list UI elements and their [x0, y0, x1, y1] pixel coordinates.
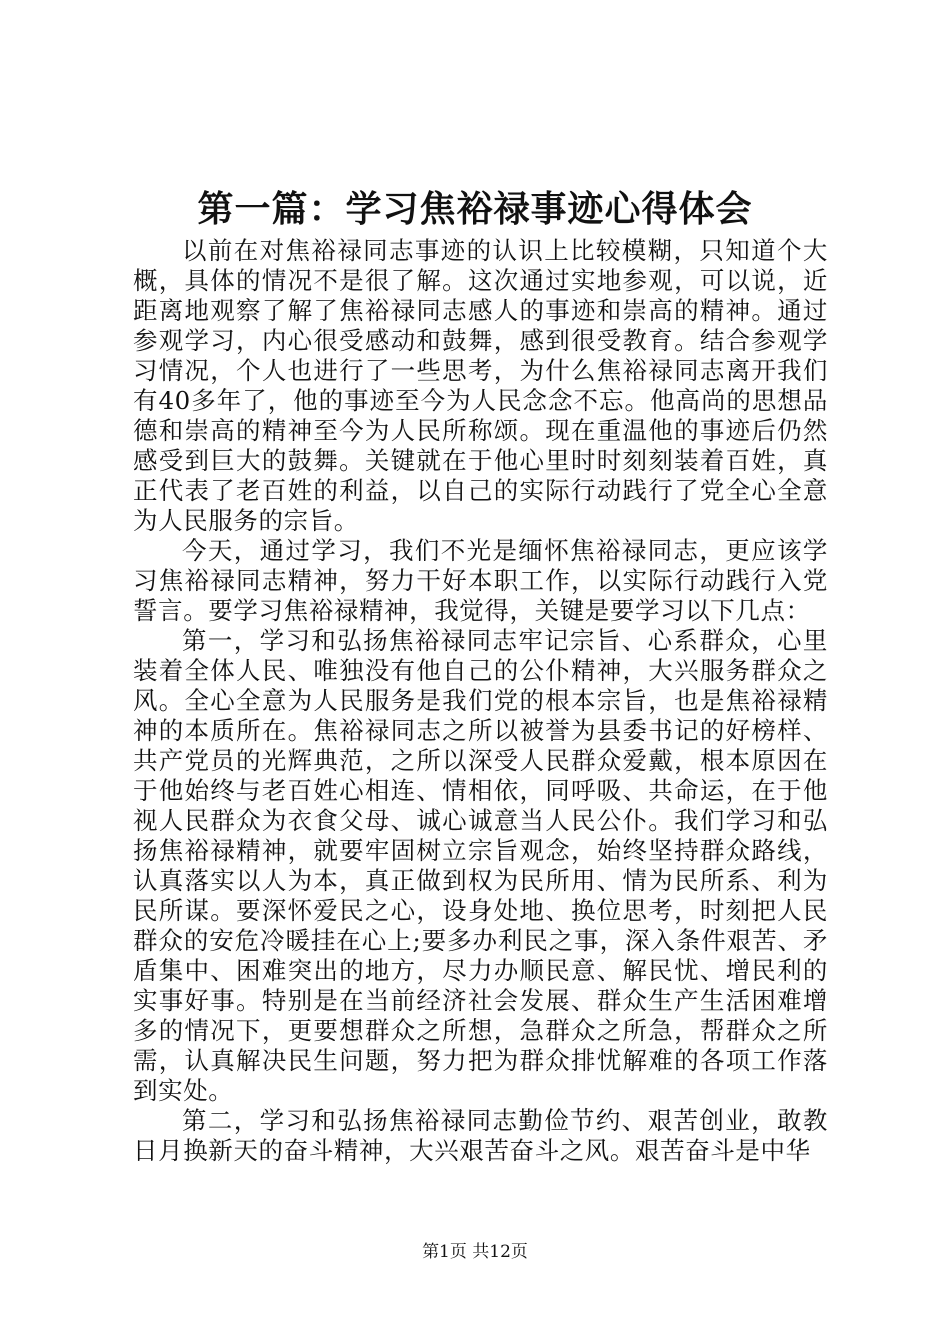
- paragraph-1: 以前在对焦裕禄同志事迹的认识上比较模糊，只知道个大概，具体的情况不是很了解。这次通过实地参观，可以说，近距离地观察了解了焦裕禄同志感人的事迹和崇高的精神。通过参观学习，内心很受感动和鼓舞，感到很受教育。结合参观学习情况，个人也进行了一些思考，为什么焦裕禄同志离开我们有40多年了，他的事迹至今为人民念念不忘。他高尚的思想品德和崇高的精神至今为人民所称颂。现在重温他的事迹后仍然感受到巨大的鼓舞。关键就在于他心里时时刻刻装着百姓，真正代表了老百姓的利益，以自己的实际行动践行了党全心全意为人民服务的宗旨。: [133, 236, 828, 535]
- page-number-footer: 第1页 共12页: [422, 1242, 528, 1262]
- paragraph-2: 今天，通过学习，我们不光是缅怀焦裕禄同志，更应该学习焦裕禄同志精神，努力干好本职工作，以实际行动践行入党誓言。要学习焦裕禄精神，我觉得，关键是要学习以下几点：: [133, 536, 828, 625]
- document-title: 第一篇：学习焦裕禄事迹心得体会: [197, 189, 753, 230]
- paragraph-3: 第一，学习和弘扬焦裕禄同志牢记宗旨、心系群众，心里装着全体人民、唯独没有他自己的公仆精神，大兴服务群众之风。全心全意为人民服务是我们党的根本宗旨，也是焦裕禄精神的本质所在。焦裕禄同志之所以被誉为县委书记的好榜样、共产党员的光辉典范，之所以深受人民群众爱戴，根本原因在于他始终与老百姓心相连、情相依，同呼吸、共命运，在于他视人民群众为衣食父母、诚心诚意当人民公仆。我们学习和弘扬焦裕禄精神，就要牢固树立宗旨观念，始终坚持群众路线，认真落实以人为本，真正做到权为民所用、情为民所系、利为民所谋。要深怀爱民之心，设身处地、换位思考，时刻把人民群众的安危冷暖挂在心上;要多办利民之事，深入条件艰苦、矛盾集中、困难突出的地方，尽力办顺民意、解民忧、增民利的实事好事。特别是在当前经济社会发展、群众生产生活困难增多的情况下，更要想群众之所想，急群众之所急，帮群众之所需，认真解决民生问题，努力把为群众排忧解难的各项工作落到实处。: [133, 626, 828, 1105]
- document-body: [133, 236, 828, 1166]
- paragraph-4: 第二，学习和弘扬焦裕禄同志勤俭节约、艰苦创业，敢教日月换新天的奋斗精神，大兴艰苦奋斗之风。艰苦奋斗是中华: [133, 1106, 828, 1165]
